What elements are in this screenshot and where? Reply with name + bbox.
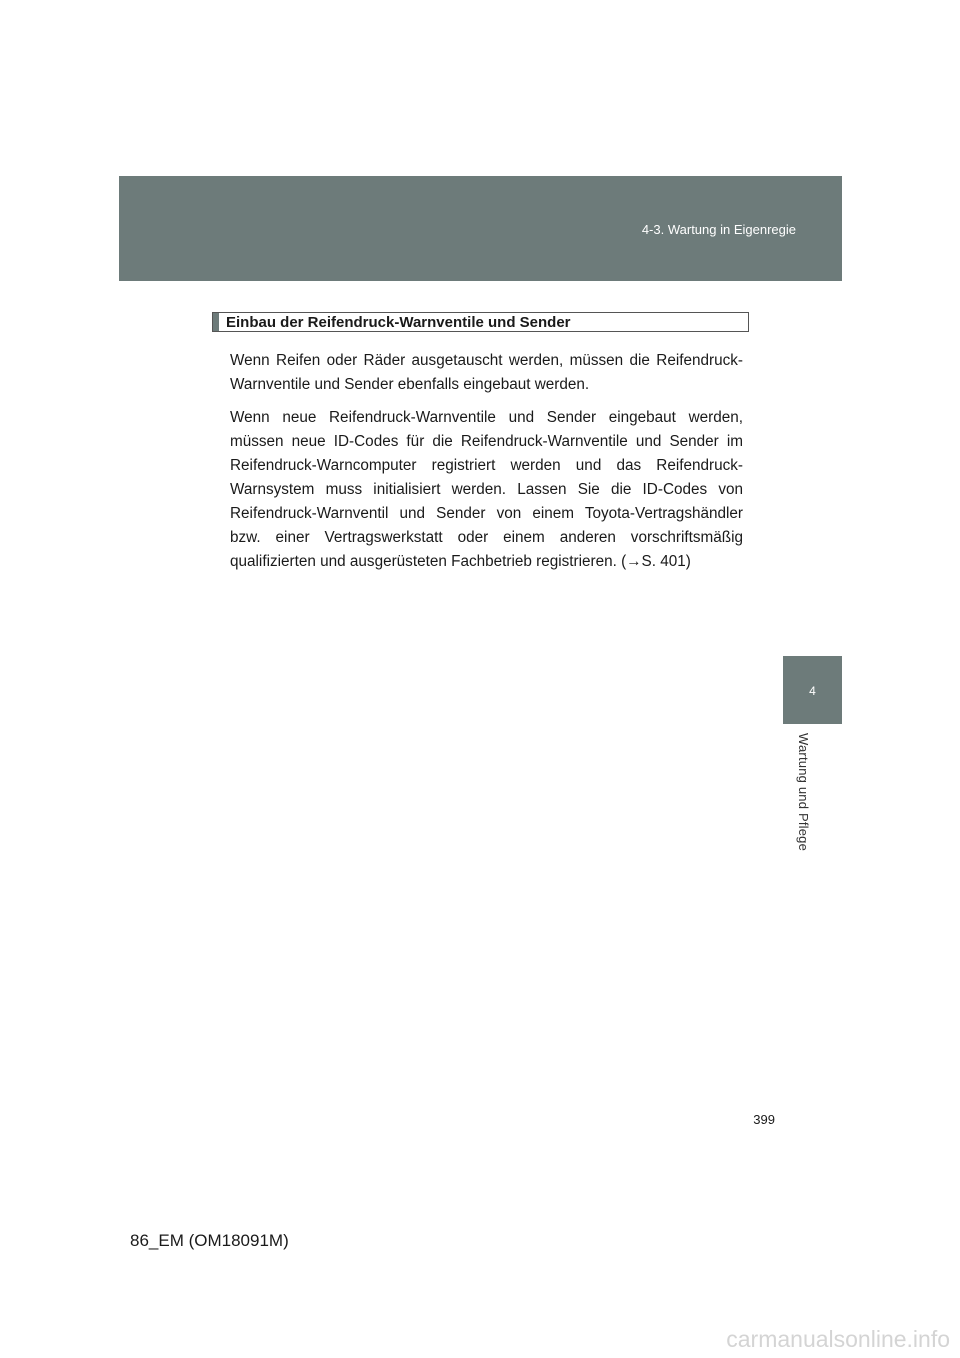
section-heading-box [212, 312, 749, 332]
body-paragraph-2: Wenn neue Reifendruck-Warnventile und Sender eingebaut werden, müssen neue ID-Codes für die Reifendruck-Warnventile und Sender im Reifendruck-Warncomputer registriert werden und das Reifendruck-Warnsystem muss initialisiert werden. Lassen Sie die ID-Codes von Reifendruck-Warnventil und Sender von einem Toyota-Vertragshändler bzw. einer Vertragswerkstatt oder einem anderen vorschriftsmäßig qualifizierten und ausgerüsteten Fachbetrieb registrieren. (→S. 401) [230, 409, 743, 570]
page-number: 399 [753, 1112, 775, 1127]
watermark: carmanualsonline.info [726, 1326, 950, 1352]
section-title: Einbau der Reifendruck-Warnventile und Sender [226, 314, 571, 331]
body-paragraph-1: Wenn Reifen oder Räder ausgetauscht werden, müssen die Reifendruck-Warnventile und Sender ebenfalls eingebaut werden. [230, 352, 743, 393]
section-label: 4-3. Wartung in Eigenregie [641, 222, 796, 237]
footer-code: 86_EM (OM18091M) [130, 1231, 289, 1250]
header-band [119, 176, 842, 281]
chapter-number: 4 [809, 684, 816, 698]
chapter-label: Wartung und Pflege [796, 733, 811, 852]
section-marker [213, 313, 219, 331]
chapter-tab [783, 656, 842, 724]
